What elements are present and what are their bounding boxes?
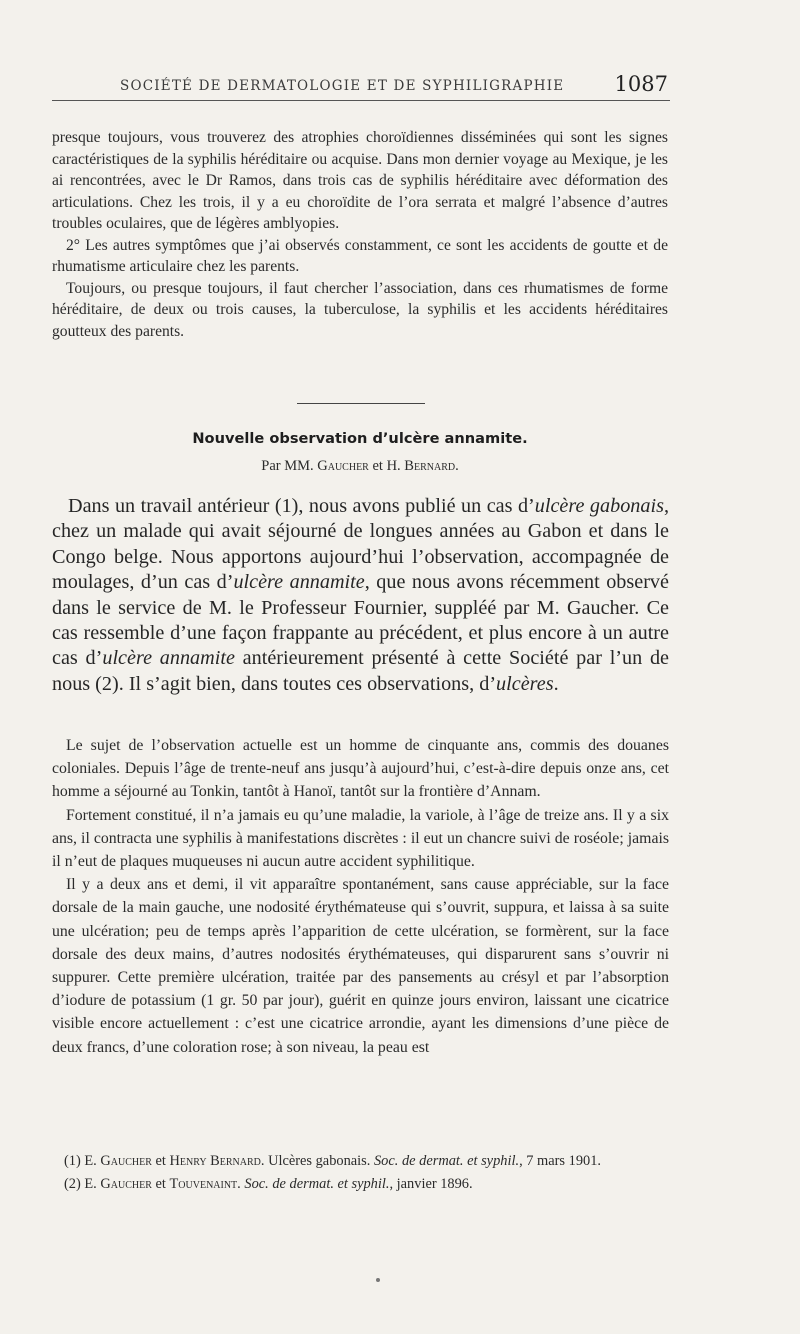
footnote-1 bbox=[52, 1152, 669, 1171]
page-number: 1087 bbox=[614, 72, 668, 96]
footnote-2 bbox=[52, 1175, 669, 1194]
footnote-mark: (2) E. bbox=[64, 1176, 97, 1192]
byline-and: et H. bbox=[372, 458, 401, 474]
italic-run: ulcère annamite bbox=[233, 571, 365, 594]
paragraph: 2° Les autres symptômes que j’ai observés constamment, ce sont les accidents de goutte et de rhumatisme articulaire chez les parents. bbox=[52, 236, 668, 275]
author-name: Bernard. bbox=[404, 458, 459, 474]
paper-speck bbox=[376, 1278, 380, 1282]
text-run: , chez un malade qui avait séjourné de longues années au Gabon et dans le Congo belge. Nous apportons aujourd’hui l’observation, accompagnée de moulages, d’un cas d’ bbox=[52, 495, 670, 594]
author-name: Gaucher bbox=[100, 1153, 152, 1169]
byline bbox=[52, 458, 668, 475]
observation-text bbox=[52, 734, 669, 1059]
article-title: Nouvelle observation d’ulcère annamite. bbox=[192, 430, 528, 447]
paragraph: Le sujet de l’observation actuelle est un homme de cinquante ans, commis des douanes coloniales. Depuis l’âge de trente-neuf ans jusqu’à aujourd’hui, c’est-à-dire depuis onze ans, cet homme a séjourné au Tonkin, tantôt à Hanoï, tantôt sur la frontière d’Annam. bbox=[52, 737, 669, 801]
running-title: SOCIÉTÉ DE DERMATOLOGIE ET DE SYPHILIGRAPHIE bbox=[120, 78, 565, 94]
journal-name: Soc. de dermat. et syphil. bbox=[373, 1153, 520, 1169]
running-header bbox=[52, 74, 670, 101]
author-name: Gaucher bbox=[317, 458, 369, 474]
text-run: . bbox=[237, 1176, 241, 1192]
italic-run: ulcère annamite bbox=[102, 647, 235, 670]
section-divider bbox=[297, 403, 425, 404]
text-run: , que nous avons récemment observé dans le service de M. le Professeur Fournier, suppléé par M. Gaucher. Ce cas ressemble d’une façon frappante au précédent, et plus encore à un autre cas d’ bbox=[52, 571, 669, 670]
text-run: Dans un travail antérieur (1), nous avons publié un cas d’ bbox=[68, 495, 535, 517]
text-run: antérieurement présenté à cette Société par l’un de nous (2). Il s’agit bien, dans toutes ces observations, d’ bbox=[52, 647, 670, 695]
author-name: Gaucher bbox=[100, 1176, 152, 1192]
text-run: . bbox=[553, 672, 559, 695]
paragraph: Fortement constitué, il n’a jamais eu qu’une maladie, la variole, à l’âge de treize ans. Il y a six ans, il contracta une syphilis à manifestations discrètes : il eut un chancre suivi de roséole; jamais il n’eut de plaques muqueuses ni aucun autre accident syphilitique. bbox=[52, 806, 669, 871]
footnote-mark: (1) E. bbox=[64, 1153, 97, 1169]
paragraph: presque toujours, vous trouverez des atrophies choroïdiennes disséminées qui sont les signes caractéristiques de la syphilis héréditaire ou acquise. Dans mon dernier voyage au Mexique, je les ai rencontrées, avec le Dr Ramos, dans trois cas de syphilis héréditaire avec déformation des articulations. Chez les trois, il y a eu choroïdite de l’ora serrata et malgré l’absence d’autres troubles oculaires, que de légères amblyopies. bbox=[52, 129, 668, 232]
text-run: et bbox=[155, 1153, 166, 1169]
intro-paragraph bbox=[52, 494, 669, 697]
author-name: Henry Bernard bbox=[169, 1153, 261, 1169]
footnote-date: , 7 mars 1901. bbox=[519, 1153, 602, 1169]
footnote-title: . Ulcères gabonais. bbox=[260, 1153, 371, 1169]
journal-name: Soc. de dermat. et syphil. bbox=[244, 1176, 390, 1192]
italic-run: ulcères bbox=[496, 672, 554, 695]
byline-prefix: Par MM. bbox=[261, 458, 314, 474]
author-name: Touvenaint bbox=[169, 1176, 238, 1192]
italic-run: ulcère gabonais bbox=[534, 495, 664, 517]
text-run: et bbox=[155, 1176, 166, 1192]
paragraph: Il y a deux ans et demi, il vit apparaître spontanément, sans cause appréciable, sur la face dorsale de la main gauche, une nodosité érythémateuse qui s’ouvrit, suppura, et laissa à sa suite une ulcération; peu de temps après l’apparition de cette ulcération, se formèrent, sur la face dorsale des deux mains, d’autres nodosités érythémateuses, qui disparurent sans s’ouvrir ni suppurer. Cette première ulcération, traitée par des pansements au crésyl et par l’absorption d’iodure de potassium (1 gr. 50 par jour), guérit en quinze jours environ, laissant une cicatrice visible encore actuellement : c’est une cicatrice arrondie, ayant les dimensions d’une pièce de deux francs, d’une coloration rose; à son niveau, la peau est bbox=[52, 876, 669, 1056]
paragraph: Toujours, ou presque toujours, il faut chercher l’association, dans ces rhumatismes de forme héréditaire, de deux ou trois causes, la tuberculose, la syphilis et les accidents héréditaires goutteux des parents. bbox=[52, 279, 668, 340]
footnote-date: , janvier 1896. bbox=[389, 1176, 473, 1192]
footnotes bbox=[52, 1152, 669, 1198]
previous-article-text bbox=[52, 127, 668, 342]
